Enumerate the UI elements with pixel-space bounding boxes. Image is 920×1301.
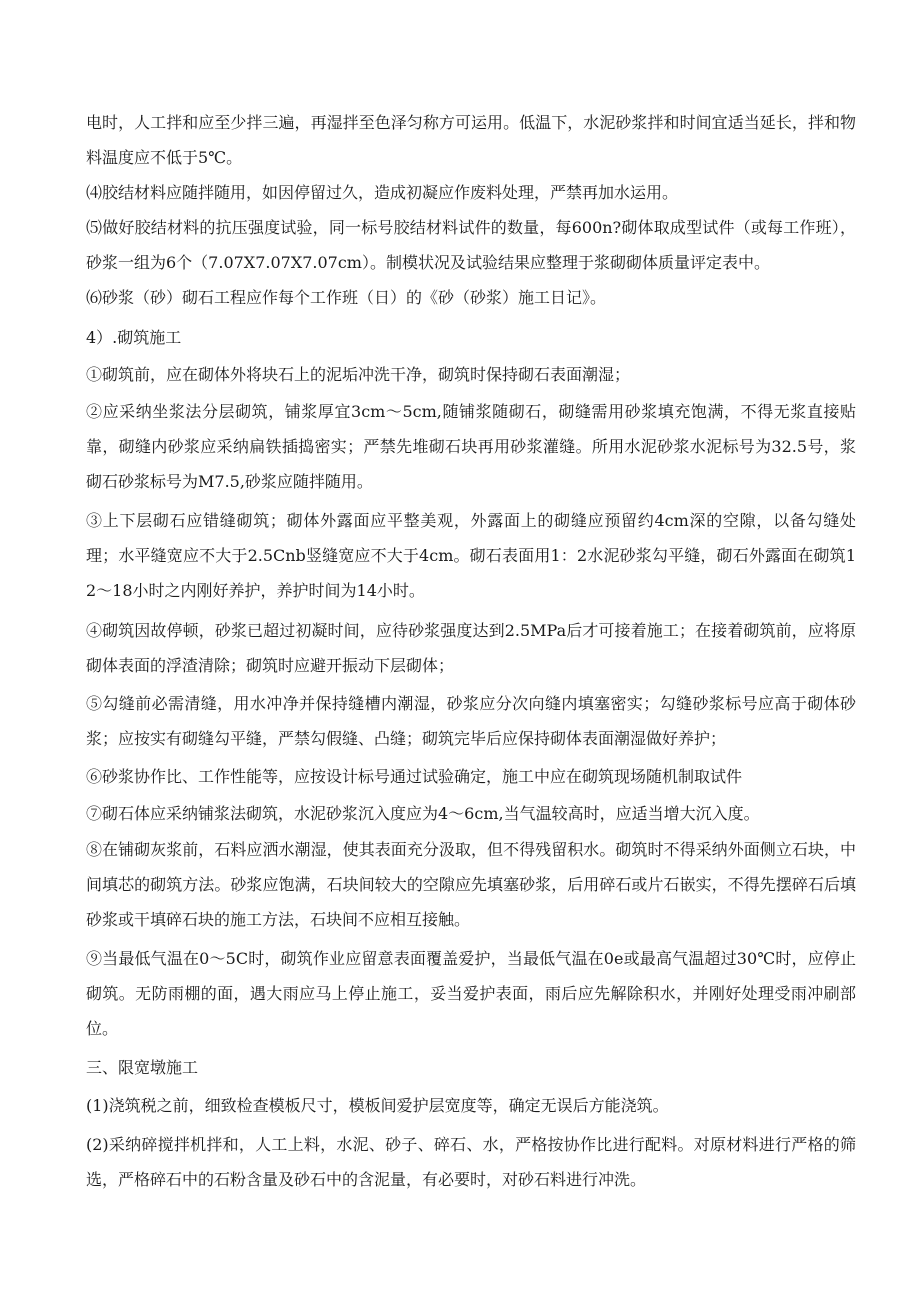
paragraph-step-1: ①砌筑前，应在砌体外将块石上的泥垢冲洗干净，砌筑时保持砌石表面潮湿；	[86, 365, 631, 384]
paragraph-step-2: ②应采纳坐浆法分层砌筑，铺浆厚宜3cm～5cm,随铺浆随砌石，砌缝需用砂浆填充饱满，不得无浆直接贴靠，砌缝内砂浆应采纳扁铁插捣密实；严禁先堆砌石块再用砂浆灌缝。所用水泥砂浆水泥标号为32.5号，浆砌石砂浆标号为M7.5,砂浆应随拌随用。	[86, 402, 856, 491]
paragraph-pier-1: (1)浇筑税之前，细致检查模板尺寸，模板间爱护层宽度等，确定无误后方能浇筑。	[86, 1096, 669, 1115]
paragraph-step-6: ⑥砂浆协作比、工作性能等，应按设计标号通过试验确定，施工中应在砌筑现场随机制取试件	[86, 767, 743, 786]
paragraph-item-6: ⑹砂浆（砂）砌石工程应作每个工作班（日）的《砂（砂浆）施工日记》。	[86, 288, 607, 307]
paragraph-step-9: ⑨当最低气温在0～5C时，砌筑作业应留意表面覆盖爱护，当最低气温在0e或最高气温超过30℃时，应停止砌筑。无防雨棚的面，遇大雨应马上停止施工，妥当爱护表面，雨后应先解除积水，并刚好处理受雨冲刷部位。	[86, 949, 856, 1038]
paragraph-pier-2: (2)采纳碎搅拌机拌和，人工上料，水泥、砂子、碎石、水，严格按协作比进行配料。对原材料进行严格的筛选，严格碎石中的石粉含量及砂石中的含泥量，有必要时，对砂石料进行冲洗。	[86, 1135, 856, 1189]
paragraph-step-3: ③上下层砌石应错缝砌筑；砌体外露面应平整美观，外露面上的砌缝应预留约4cm深的空隙，以备勾缝处理；水平缝宽应不大于2.5Cnb竖缝宽应不大于4cm。砌石表面用1：2水泥砂浆勾平缝，砌石外露面在砌筑12～18小时之内刚好养护，养护时间为14小时。	[86, 511, 856, 600]
section-heading-masonry: 4）.砌筑施工	[86, 328, 182, 347]
paragraph-item-5: ⑸做好胶结材料的抗压强度试验，同一标号胶结材料试件的数量，每600n?砌体取成型试件（或每工作班），砂浆一组为6个（7.07X7.07X7.07cm）。制模状况及试验结果应整理于浆砌砌体质量评定表中。	[86, 218, 856, 272]
paragraph-step-7: ⑦砌石体应采纳铺浆法砌筑，水泥砂浆沉入度应为4～6cm,当气温较高时，应适当增大沉入度。	[86, 804, 760, 823]
paragraph-step-8: ⑧在铺砌灰浆前，石料应洒水潮湿，使其表面充分汲取，但不得残留积水。砌筑时不得采纳外面侧立石块，中间填芯的砌筑方法。砂浆应饱满，石块间较大的空隙应先填塞砂浆，后用碎石或片石嵌实，不得先摆碎石后填砂浆或干填碎石块的施工方法，石块间不应相互接触。	[86, 840, 856, 929]
paragraph-step-4: ④砌筑因故停顿，砂浆已超过初凝时间，应待砂浆强度达到2.5MPa后才可接着施工；在接着砌筑前，应将原砌体表面的浮渣清除；砌筑时应避开振动下层砌体；	[86, 621, 856, 675]
section-heading-width-limit-pier: 三、限宽墩施工	[86, 1058, 199, 1077]
paragraph-step-5: ⑤勾缝前必需清缝，用水冲净并保持缝槽内潮湿，砂浆应分次向缝内填塞密实；勾缝砂浆标号应高于砌体砂浆；应按实有砌缝勾平缝，严禁勾假缝、凸缝；砌筑完毕后应保持砌体表面潮湿做好养护；	[86, 694, 856, 748]
paragraph-item-4: ⑷胶结材料应随拌随用，如因停留过久，造成初凝应作废料处理，严禁再加水运用。	[86, 183, 679, 202]
paragraph-mixing-continuation: 电时，人工拌和应至少拌三遍，再湿拌至色泽匀称方可运用。低温下，水泥砂浆拌和时间宜适当延长，拌和物料温度应不低于5℃。	[86, 113, 856, 167]
